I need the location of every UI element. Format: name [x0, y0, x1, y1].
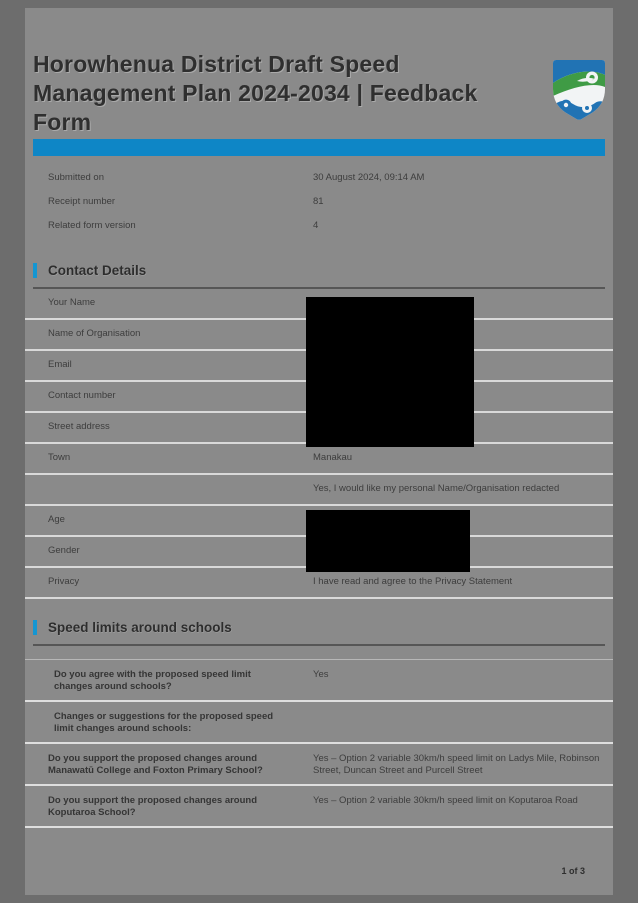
field-label: Name of Organisation — [48, 328, 141, 339]
form-row — [25, 444, 613, 475]
question-row — [25, 702, 613, 744]
field-label: Age — [48, 514, 65, 525]
form-row — [25, 475, 613, 506]
field-label — [48, 483, 313, 504]
field-label: Email — [48, 359, 72, 370]
document-page — [25, 8, 613, 895]
question-row — [25, 786, 613, 828]
meta-row — [25, 214, 613, 238]
redaction-box-contact — [306, 297, 474, 447]
question-row — [25, 744, 613, 786]
meta-label: Submitted on — [48, 172, 104, 183]
submission-meta — [25, 166, 613, 238]
question-label: Changes or suggestions for the proposed speed limit changes around schools: — [54, 711, 274, 734]
section-title: Speed limits around schools — [48, 620, 232, 635]
page-number: 1 of 3 — [561, 866, 585, 876]
section-header — [33, 619, 605, 646]
field-label: Street address — [48, 421, 110, 432]
field-label: Town — [48, 452, 71, 463]
page-title: Horowhenua District Draft Speed Management Plan 2024-2034 | Feedback Form — [33, 51, 478, 135]
question-label: Do you support the proposed changes around Koputaroa School? — [48, 795, 258, 818]
meta-row — [25, 166, 613, 190]
meta-value: 81 — [313, 196, 324, 207]
field-label: Your Name — [48, 297, 96, 308]
spacer-row — [25, 646, 613, 660]
section-marker-bar — [33, 620, 37, 635]
field-value: Yes, I would like my personal Name/Organisation redacted — [313, 483, 560, 494]
redaction-box-demographics — [306, 510, 470, 572]
title-accent-bar — [33, 139, 605, 156]
question-row — [25, 660, 613, 702]
field-label: Gender — [48, 545, 80, 556]
field-value: Manakau — [313, 452, 353, 463]
answer-value: Yes – Option 2 variable 30km/h speed limit on Koputaroa Road — [313, 795, 578, 806]
meta-row — [25, 190, 613, 214]
field-label: Contact number — [48, 390, 116, 401]
answer-value — [313, 711, 605, 736]
section-header — [33, 262, 605, 289]
meta-value: 4 — [313, 220, 319, 231]
speed-limits-schools-section — [25, 619, 613, 828]
question-label: Do you support the proposed changes around Manawatū College and Foxton Primary School? — [48, 753, 263, 776]
form-row — [25, 568, 613, 599]
council-crest-icon — [553, 60, 605, 120]
council-crest-logo — [553, 60, 605, 120]
meta-label: Related form version — [48, 220, 136, 231]
answer-value: Yes — [313, 669, 329, 680]
section-title: Contact Details — [48, 263, 147, 278]
field-value: I have read and agree to the Privacy Statement — [313, 576, 513, 587]
meta-value: 30 August 2024, 09:14 AM — [313, 172, 425, 183]
answer-value: Yes – Option 2 variable 30km/h speed limit on Ladys Mile, Robinson Street, Duncan Street and Purcell Street — [313, 753, 600, 776]
field-label: Privacy — [48, 576, 80, 587]
meta-label: Receipt number — [48, 196, 116, 207]
question-label: Do you agree with the proposed speed limit changes around schools? — [54, 669, 251, 692]
section-marker-bar — [33, 263, 37, 278]
